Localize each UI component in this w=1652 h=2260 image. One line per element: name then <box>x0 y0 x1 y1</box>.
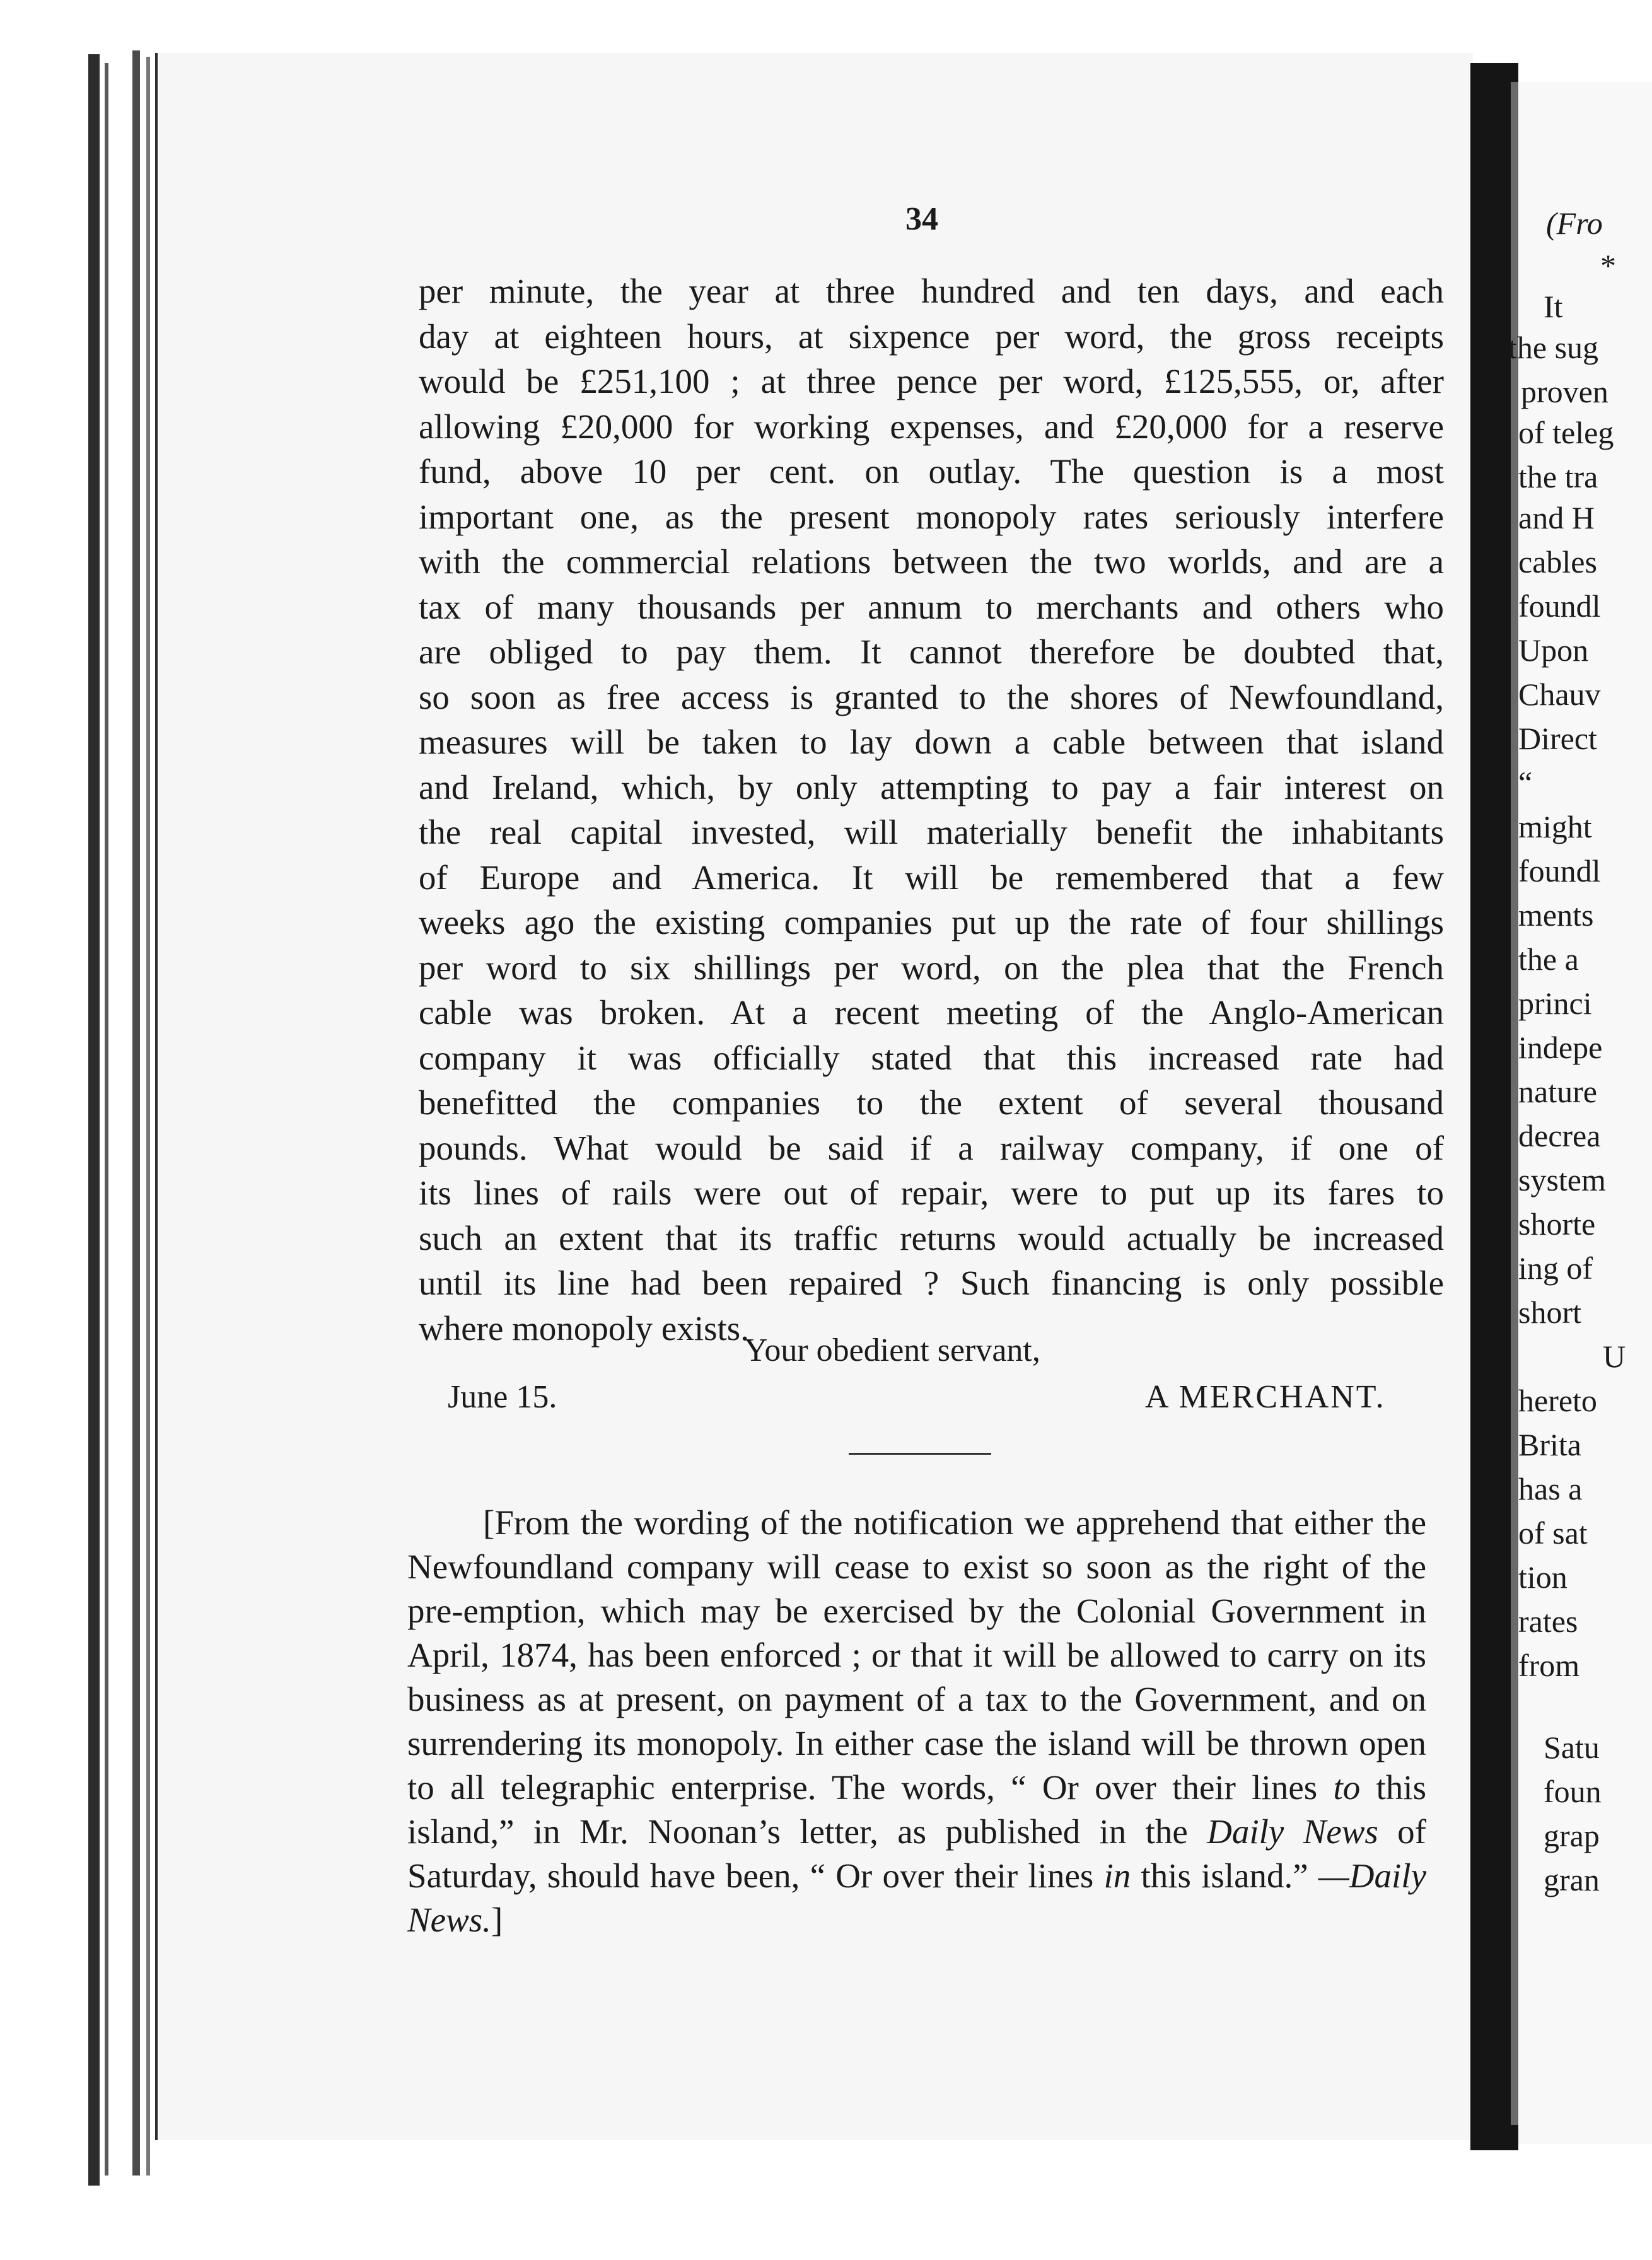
book-spine-edge-inner <box>105 63 108 2176</box>
right-page-line: has a <box>1518 1471 1583 1506</box>
right-page-line: ing of <box>1518 1250 1593 1286</box>
right-page-line: the a <box>1518 941 1579 977</box>
book-page-edge-inner <box>146 57 150 2176</box>
letter-line: of Europe and America. It will be remembered that a few <box>419 858 1444 897</box>
letter-line: with the commercial relations between the two worlds, and are a <box>419 542 1444 581</box>
letter-body <box>419 269 1444 1351</box>
book-spine-edge <box>88 54 100 2186</box>
letter-line: important one, as the present monopoly rates seriously interfere <box>419 497 1444 536</box>
right-page-line: “ <box>1518 765 1533 800</box>
editorial-note <box>407 1501 1426 1942</box>
letter-line: where monopoly exists. <box>419 1308 749 1348</box>
letter-date: June 15. <box>448 1379 557 1415</box>
right-page-line: decrea <box>1518 1118 1601 1153</box>
right-page-line: system <box>1518 1162 1606 1197</box>
right-page-line: short <box>1518 1295 1581 1330</box>
right-page-line: U <box>1603 1339 1626 1374</box>
letter-line: cable was broken. At a recent meeting of the Anglo-American <box>419 993 1444 1032</box>
right-page-line: tion <box>1518 1559 1568 1595</box>
right-page-line: Chauv <box>1518 677 1601 712</box>
section-rule <box>849 1453 991 1455</box>
right-page-line: Direct <box>1518 721 1597 756</box>
right-page-fragment <box>1508 82 1652 2144</box>
letter-line: per minute, the year at three hundred and ten days, and each <box>419 272 1444 310</box>
right-page-line: of sat <box>1518 1515 1588 1551</box>
right-page-line: of teleg <box>1518 415 1614 450</box>
letter-line: its lines of rails were out of repair, were to put up its fares to <box>419 1174 1444 1212</box>
right-page-line: Upon <box>1518 632 1589 668</box>
letter-line: would be £251,100 ; at three pence per word, £125,555, or, after <box>419 362 1444 400</box>
right-page-line: foun <box>1544 1774 1602 1809</box>
note-italic-4: —Daily News. <box>407 1856 1426 1939</box>
right-page-line: Brita <box>1518 1427 1581 1462</box>
right-page-line: and H <box>1518 500 1595 535</box>
signature: A MERCHANT. <box>1145 1379 1386 1415</box>
right-page-line: proven <box>1521 374 1608 409</box>
note-italic-3: in <box>1103 1856 1131 1895</box>
letter-line: pounds. What would be said if a railway company, if one of <box>419 1128 1444 1167</box>
right-page-line: cables <box>1518 544 1597 580</box>
note-italic-1: to <box>1333 1768 1361 1807</box>
book-page-edge <box>132 50 140 2176</box>
right-page-line: the sug <box>1508 330 1599 365</box>
right-page-line: rates <box>1518 1604 1578 1639</box>
note-text-1: [From the wording of the notification we apprehend that either the Newfoundland company will cease to exist so soon as the right of the pre-emption, which may be exercised by the Colonial Government in April, 1874, has been enforced ; or that it will be allowed to carry on its business as at present, on payment of a tax to the Government, and on surrendering its monopoly. In either case the island will be thrown open to all telegraphic enterprise. The words, “ Or over their lines <box>407 1503 1426 1807</box>
right-page-line: indepe <box>1518 1030 1603 1065</box>
right-page-line: shorte <box>1518 1206 1596 1242</box>
letter-line: company it was officially stated that this increased rate had <box>419 1038 1444 1077</box>
salutation: Your obedient servant, <box>744 1332 1040 1368</box>
right-page-line: It <box>1544 289 1563 324</box>
letter-line: fund, above 10 per cent. on outlay. The question is a most <box>419 452 1444 491</box>
note-text-3: of Saturday, should have been, “ Or over their lines <box>407 1812 1426 1895</box>
right-page-line: gran <box>1544 1862 1600 1897</box>
note-text-5: ] <box>491 1901 503 1939</box>
letter-line: the real capital invested, will materially benefit the inhabitants <box>419 813 1444 851</box>
right-page-line: * <box>1600 248 1616 283</box>
letter-line: are obliged to pay them. It cannot therefore be doubted that, <box>419 632 1444 671</box>
letter-line: day at eighteen hours, at sixpence per word, the gross receipts <box>419 317 1444 356</box>
editorial-note-paragraph <box>407 1501 1426 1942</box>
right-page-line: ments <box>1518 897 1594 933</box>
right-page-line: foundl <box>1518 853 1601 888</box>
letter-line: tax of many thousands per annum to merchants and others who <box>419 587 1444 626</box>
letter-line: allowing £20,000 for working expenses, and £20,000 for a reserve <box>419 407 1444 446</box>
right-page-line: (Fro <box>1546 206 1603 241</box>
letter-line: per word to six shillings per word, on the plea that the French <box>419 948 1444 987</box>
page-number: 34 <box>905 201 938 237</box>
book-gutter-edge <box>1511 82 1518 2125</box>
right-page-line: nature <box>1518 1074 1597 1109</box>
note-italic-2: Daily News <box>1207 1812 1378 1851</box>
right-page-line: Satu <box>1544 1730 1600 1765</box>
letter-line: weeks ago the existing companies put up the rate of four shillings <box>419 903 1444 941</box>
letter-line: measures will be taken to lay down a cable between that island <box>419 723 1444 761</box>
note-text-4: this island.” <box>1131 1856 1318 1895</box>
right-page-line: grap <box>1544 1818 1600 1853</box>
letter-line: such an extent that its traffic returns would actually be increased <box>419 1218 1444 1257</box>
letter-line: until its line had been repaired ? Such financing is only possible <box>419 1264 1444 1302</box>
right-page-line: hereto <box>1518 1383 1597 1418</box>
right-page-line: princi <box>1518 986 1592 1021</box>
right-page-line: foundl <box>1518 588 1601 624</box>
right-page-line: from <box>1518 1648 1580 1683</box>
letter-line: benefitted the companies to the extent of several thousand <box>419 1083 1444 1122</box>
note-text-2: this island,” in Mr. Noonan’s letter, as published in the <box>407 1768 1426 1851</box>
right-page-line: the tra <box>1518 459 1598 494</box>
letter-line: and Ireland, which, by only attempting to pay a fair interest on <box>419 767 1444 807</box>
right-page-line: might <box>1518 809 1592 844</box>
letter-line: so soon as free access is granted to the shores of Newfoundland, <box>419 677 1444 716</box>
